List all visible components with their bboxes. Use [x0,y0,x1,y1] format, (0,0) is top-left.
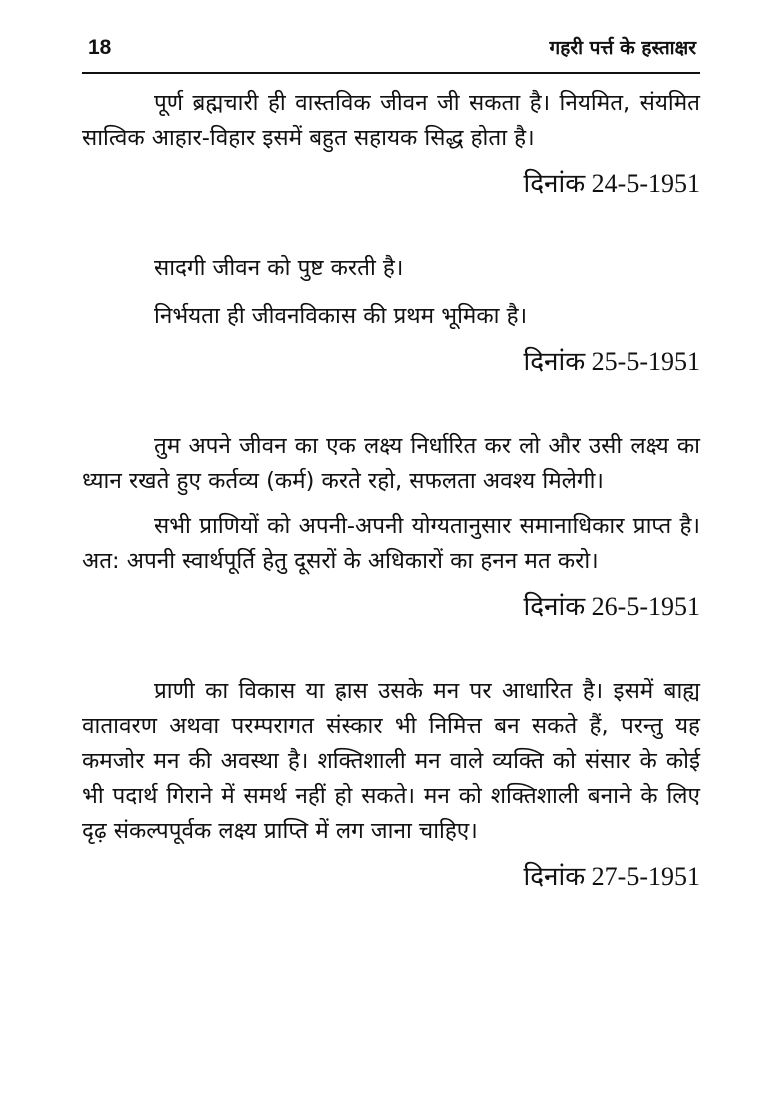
entry-25-5-1951 [82,251,700,379]
entry-date: दिनांक 25-5-1951 [523,347,700,376]
entry-24-5-1951 [82,86,700,201]
entry-paragraph: पूर्ण ब्रह्मचारी ही वास्तविक जीवन जी सकता है। नियमित, संयमित सात्विक आहार-विहार इसमें बहुत सहायक सिद्ध होता है। [82,90,700,151]
entry-27-5-1951 [82,674,700,894]
entry-date: दिनांक 24-5-1951 [523,169,700,198]
entry-date: दिनांक 26-5-1951 [523,592,700,621]
entry-paragraph: निर्भयता ही जीवनविकास की प्रथम भूमिका है। [154,303,528,329]
entry-paragraph: सादगी जीवन को पुष्ट करती है। [154,255,404,281]
entry-paragraph: प्राणी का विकास या ह्रास उसके मन पर आधारित है। इसमें बाह्य वातावरण अथवा परम्परागत संस्कार भी निमित्त बन सकते हैं, परन्तु यह कमजोर मन की अवस्था है। शक्तिशाली मन वाले व्यक्ति को संसार के कोई भी पदार्थ गिराने में समर्थ नहीं हो सकते। मन को शक्तिशाली बनाने के लिए दृढ़ संकल्पपूर्वक लक्ष्य प्राप्ति में लग जाना चाहिए। [82,678,700,844]
page-content [82,86,700,894]
running-title: गहरी पर्त्त के हस्ताक्षर [549,37,696,59]
entry-date: दिनांक 27-5-1951 [523,862,700,891]
page-number: 18 [88,36,112,59]
entry-paragraph: तुम अपने जीवन का एक लक्ष्य निर्धारित कर लो और उसी लक्ष्य का ध्यान रखते हुए कर्तव्य (कर्म) करते रहो, सफलता अवश्य मिलेगी। [82,433,700,494]
entry-26-5-1951 [82,429,700,624]
entry-paragraph: सभी प्राणियों को अपनी-अपनी योग्यतानुसार समानाधिकार प्राप्त है। अत: अपनी स्वार्थपूर्ति हेतु दूसरों के अधिकारों का हनन मत करो। [82,513,700,574]
header-rule [82,72,700,74]
